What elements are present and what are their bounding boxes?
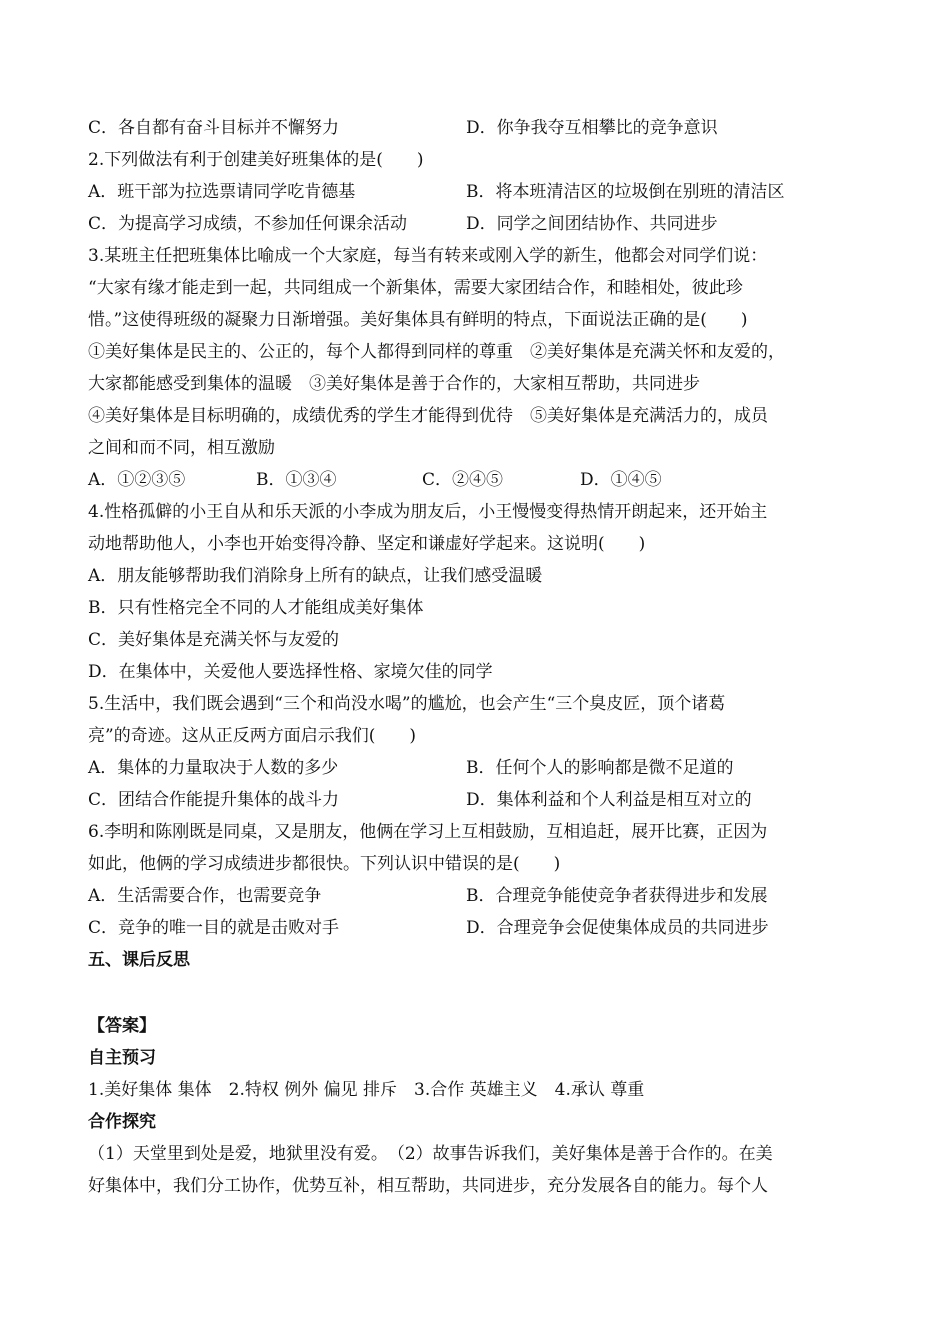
q4-stem-line-1: 4.性格孤僻的小王自从和乐天派的小李成为朋友后，小王慢慢变得热情开朗起来，还开始主 (88, 502, 768, 522)
q3-items-line-2: 大家都能感受到集体的温暖 ③美好集体是善于合作的，大家相互帮助，共同进步 (88, 374, 700, 394)
q2-options-cd (88, 208, 863, 240)
q3-stem-line-2: “大家有缘才能走到一起，共同组成一个新集体，需要大家团结合作，和睦相处，彼此珍 (88, 278, 743, 298)
document-page (88, 112, 863, 1202)
answers-heading: 【答案】 (88, 1016, 156, 1036)
q4-option-b: B．只有性格完全不同的人才能组成美好集体 (88, 598, 424, 618)
q6-option-d: D．合理竞争会促使集体成员的共同进步 (466, 918, 769, 938)
q6-stem-line-2: 如此，他俩的学习成绩进步都很快。下列认识中错误的是( ) (88, 854, 561, 874)
q3-items-line-4: 之间和而不同，相互激励 (88, 438, 275, 458)
coop-answer-line-1: （1）天堂里到处是爱，地狱里没有爱。 （2）故事告诉我们，美好集体是善于合作的。在美 (88, 1144, 773, 1164)
q1-option-c: C．各自都有奋斗目标并不懈努力 (88, 118, 340, 138)
q1-options-cd (88, 112, 863, 144)
q2-option-d: D．同学之间团结协作、共同进步 (466, 214, 718, 234)
q6-options-cd (88, 912, 863, 944)
q5-stem-line-1: 5.生活中，我们既会遇到“三个和尚没水喝”的尴尬，也会产生“三个臭皮匠，顶个诸葛 (88, 694, 726, 714)
q2-options-ab (88, 176, 863, 208)
q5-options-cd (88, 784, 863, 816)
q5-options-ab (88, 752, 863, 784)
preview-answers: 1.美好集体 集体 2.特权 例外 偏见 排斥 3.合作 英雄主义 4.承认 尊重 (88, 1080, 645, 1100)
q4-option-d: D．在集体中，关爱他人要选择性格、家境欠佳的同学 (88, 662, 493, 682)
q5-option-b: B．任何个人的影响都是微不足道的 (466, 758, 734, 778)
q6-options-ab (88, 880, 863, 912)
section-5-heading: 五、课后反思 (88, 950, 190, 970)
q3-options (88, 464, 863, 496)
q3-stem-line-3: 惜。”这使得班级的凝聚力日渐增强。美好集体具有鲜明的特点，下面说法正确的是( ) (88, 310, 748, 330)
q6-option-b: B．合理竞争能使竞争者获得进步和发展 (466, 886, 768, 906)
q3-items-line-1: ①美好集体是民主的、公正的，每个人都得到同样的尊重 ②美好集体是充满关怀和友爱的， (88, 342, 785, 362)
q1-option-d: D．你争我夺互相攀比的竞争意识 (466, 118, 718, 138)
q5-stem-line-2: 亮”的奇迹。这从正反两方面启示我们( ) (88, 726, 416, 746)
q2-option-b: B．将本班清洁区的垃圾倒在别班的清洁区 (466, 182, 785, 202)
q3-option-a: A．①②③⑤ (88, 470, 186, 490)
q6-stem-line-1: 6.李明和陈刚既是同桌，又是朋友，他俩在学习上互相鼓励，互相追赶，展开比赛，正因为 (88, 822, 768, 842)
q2-option-c: C．为提高学习成绩，不参加任何课余活动 (88, 214, 408, 234)
q2-stem: 2.下列做法有利于创建美好班集体的是( ) (88, 150, 424, 170)
q6-option-a: A．生活需要合作，也需要竞争 (88, 886, 322, 906)
q5-option-a: A．集体的力量取决于人数的多少 (88, 758, 339, 778)
q2-option-a: A．班干部为拉选票请同学吃肯德基 (88, 182, 356, 202)
coop-title: 合作探究 (88, 1112, 156, 1132)
q3-option-c: C．②④⑤ (422, 470, 504, 490)
q4-stem-line-2: 动地帮助他人，小李也开始变得冷静、坚定和谦虚好学起来。这说明( ) (88, 534, 646, 554)
q4-option-c: C．美好集体是充满关怀与友爱的 (88, 630, 340, 650)
q3-stem-line-1: 3.某班主任把班集体比喻成一个大家庭，每当有转来或刚入学的新生，他都会对同学们说： (88, 246, 768, 266)
q3-items-line-3: ④美好集体是目标明确的，成绩优秀的学生才能得到优待 ⑤美好集体是充满活力的，成员 (88, 406, 768, 426)
spacer (88, 976, 863, 1010)
coop-answer-line-2: 好集体中，我们分工协作，优势互补，相互帮助，共同进步，充分发展各自的能力。每个人 (88, 1176, 768, 1196)
q4-option-a: A．朋友能够帮助我们消除身上所有的缺点，让我们感受温暖 (88, 566, 543, 586)
q5-option-c: C．团结合作能提升集体的战斗力 (88, 790, 340, 810)
q6-option-c: C．竞争的唯一目的就是击败对手 (88, 918, 340, 938)
q5-option-d: D．集体利益和个人利益是相互对立的 (466, 790, 752, 810)
preview-title: 自主预习 (88, 1048, 156, 1068)
q3-option-b: B．①③④ (256, 470, 337, 490)
q3-option-d: D．①④⑤ (580, 470, 662, 490)
